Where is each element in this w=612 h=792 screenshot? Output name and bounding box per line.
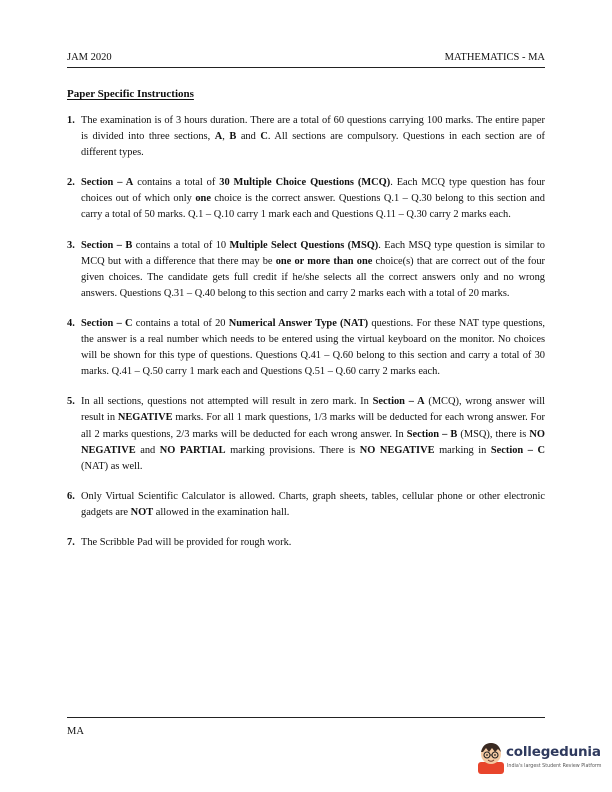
instruction-text: marks. For all 1 mark questions, 1/3 marks will be deducted for each wrong answer. For all 2 marks questions, 2/3 marks will be deducted for each wrong answer. In — [81, 412, 545, 440]
instruction-number: 1. — [67, 115, 75, 126]
instruction-emphasis: A — [214, 131, 223, 143]
instruction-text: . Each MCQ type question has four choices out of which only — [81, 177, 545, 205]
instruction-text: (MCQ), wrong answer will result in — [81, 396, 545, 424]
instruction-number: 4. — [67, 317, 75, 329]
instruction-emphasis: NOT — [130, 506, 154, 518]
instruction-number: 2. — [67, 177, 75, 189]
instructions-list — [67, 113, 545, 565]
instruction-text: contains a total of 10 — [132, 239, 230, 251]
instruction-text: allowed in the examination hall. — [153, 506, 290, 518]
instruction-emphasis: NO NEGATIVE — [359, 444, 435, 456]
instruction-item — [67, 489, 545, 521]
instruction-text: and — [236, 131, 261, 143]
instruction-emphasis: 30 Multiple Choice Questions (MCQ) — [219, 177, 391, 189]
instruction-text: (NAT) as well. — [81, 460, 143, 472]
footer-divider — [67, 717, 545, 718]
instruction-item — [67, 535, 545, 551]
instruction-emphasis: B — [229, 131, 237, 143]
instruction-number: 5. — [67, 396, 75, 408]
instruction-emphasis: NEGATIVE — [117, 412, 173, 424]
instruction-emphasis: Section – C — [81, 317, 133, 329]
instruction-item — [67, 175, 545, 223]
instruction-emphasis: Section – A — [81, 177, 134, 189]
instruction-text: , — [222, 131, 230, 143]
instruction-item — [67, 394, 545, 474]
instruction-text: The Scribble Pad will be provided for rough work. — [81, 536, 292, 548]
header-divider — [67, 67, 545, 68]
instruction-text: choice is the correct answer. Questions Q.1 – Q.30 belong to this section and carry a total of 50 marks. Q.1 – Q.10 carry 1 mark each and Questions Q.11 – Q.30 carry 2 marks each. — [81, 193, 545, 221]
instruction-number: 7. — [67, 536, 75, 548]
instruction-emphasis: NO PARTIAL — [159, 444, 226, 456]
instruction-item — [67, 316, 545, 380]
instruction-text: contains a total of 20 — [132, 317, 229, 329]
instruction-text: In all sections, questions not attempted will result in zero mark. In — [81, 396, 373, 408]
instruction-emphasis: one — [195, 193, 211, 205]
instruction-text: . Each MSQ type question is similar to MCQ but with a difference that there may be — [81, 239, 545, 267]
page-header — [67, 52, 545, 68]
exam-title: JAM 2020 — [67, 52, 112, 63]
instruction-emphasis: Section – B — [406, 428, 458, 440]
instruction-text: marking provisions. There is — [225, 444, 360, 456]
instruction-text: (MSQ), there is — [457, 428, 530, 440]
instruction-text: marking in — [434, 444, 491, 456]
instruction-emphasis: Section – A — [372, 396, 425, 408]
instruction-emphasis: NO NEGATIVE — [81, 428, 545, 456]
mascot-logo-icon — [476, 740, 506, 774]
instruction-text: choice(s) that are correct out of the four given choices. The candidate gets full credit if he/she selects all the correct answers only and no wrong answers. Questions Q.31 – Q.40 belong to this section and carry 2 marks each with a total of 20 marks. — [81, 255, 545, 299]
instruction-emphasis: C — [260, 131, 268, 143]
watermark-brand: collegedunia — [506, 744, 601, 760]
instruction-text: contains a total of — [133, 177, 220, 189]
instruction-text: . All sections are compulsory. Questions in each section are of different types. — [81, 131, 545, 159]
instruction-text: questions. For these NAT type questions, the answer is a real number which needs to be entered using the virtual keyboard on the monitor. No choices will be shown for this type of questions. Questions Q.41 – Q.60 belong to this section and carry a total of 30 marks. Q.41 – Q.50 carry 1 mark each and Questions Q.51 – Q.60 carry 2 marks each. — [81, 317, 546, 378]
section-title: Paper Specific Instructions — [67, 88, 194, 100]
instruction-item — [67, 113, 545, 161]
instruction-emphasis: Numerical Answer Type (NAT) — [228, 317, 369, 329]
instruction-emphasis: Multiple Select Questions (MSQ) — [229, 239, 379, 251]
instruction-emphasis: Section – C — [490, 444, 546, 456]
instruction-text: Only Virtual Scientific Calculator is allowed. Charts, graph sheets, tables, cellular phone or other electronic gadgets are — [81, 490, 545, 518]
collegedunia-watermark — [476, 740, 608, 780]
instruction-emphasis: Section – B — [81, 239, 133, 251]
instruction-number: 3. — [67, 239, 75, 251]
paper-title: MATHEMATICS - MA — [444, 52, 545, 63]
instruction-emphasis: one or more than one — [275, 255, 373, 267]
instruction-text: The examination is of 3 hours duration. There are a total of 60 questions carrying 100 marks. The entire paper is divided into three sections, — [81, 115, 545, 143]
watermark-tagline: India's largest Student Review Platform — [507, 764, 602, 769]
instruction-number: 6. — [67, 490, 75, 502]
footer-paper-code: MA — [67, 726, 84, 737]
instruction-text: and — [135, 444, 160, 456]
instruction-item — [67, 238, 545, 302]
